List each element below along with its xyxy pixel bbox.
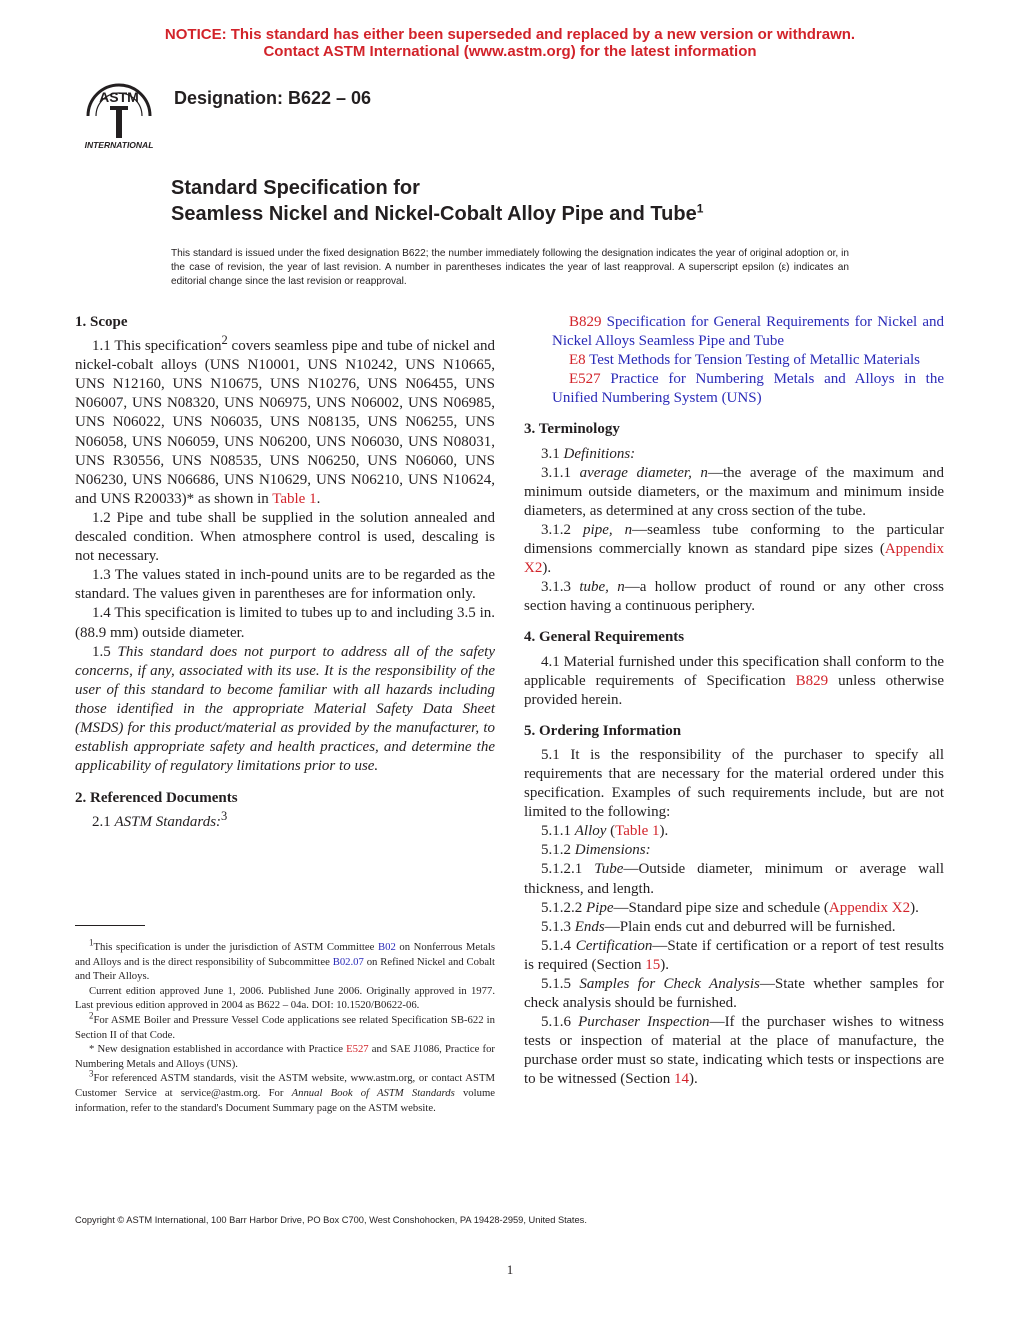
- para-3-1: 3.1 Definitions:: [541, 445, 636, 462]
- designation: Designation: B622 – 06: [174, 88, 372, 108]
- footnote-ref-3[interactable]: 3: [221, 809, 228, 824]
- footnotes: [75, 937, 496, 1115]
- para-5-1-3: 5.1.3 Ends—Plain ends cut and deburred will be furnished.: [541, 918, 896, 935]
- para-3-1-1: 3.1.1 average diameter, n—the average of the maximum and minimum outside diameters, or the maximum and minimum inside diameters, as determined at any cross section of the tube.: [524, 464, 945, 519]
- ref-e527: [524, 370, 944, 408]
- para-1-2: 1.2 Pipe and tube shall be supplied in the solution annealed and descaled condition. When atmosphere control is used, descaling is not necessary.: [75, 509, 495, 565]
- footnote-2: $^2$For ASME Boiler and Pressure Vessel Code applications see related Specification SB-622 in Section II of that Code.: [75, 1010, 495, 1041]
- document-title: [171, 175, 703, 227]
- para-5-1-5: 5.1.5 Samples for Check Analysis—State whether samples for check analysis should be furnished.: [524, 976, 945, 1012]
- section-1-heading: 1. Scope: [75, 314, 128, 330]
- footnote-1: $^1$This specification is under the jurisdiction of ASTM Committee B02 on Nonferrous Metals and Alloys and is the direct responsibility of Subcommittee B02.07 on Refined Nickel and Cobalt and Their Alloys.: [75, 937, 496, 983]
- footnote-3: $^3$For referenced ASTM standards, visit the ASTM website, www.astm.org, or contact ASTM Customer Service at service@astm.org. For Annual Book of ASTM Standards volume information, refer to the standard's Document Summary page on the ASTM website.: [75, 1068, 496, 1114]
- section-3-heading: 3. Terminology: [524, 421, 620, 438]
- para-5-1-4: 5.1.4 Certification—State if certification or a report of test results is required (Section 15).: [524, 937, 945, 973]
- issued-note: This standard is issued under the fixed designation B622; the number immediately following the designation indicates the year of original adoption or, in the case of revision, the year of last revision. A number in parentheses indicates the year of last reapproval. A superscript epsilon (ε) indicates an editorial change since the last revision or reapproval.: [171, 248, 849, 287]
- logo-subtext: INTERNATIONAL: [84, 140, 154, 150]
- title-line-1: Standard Specification for: [171, 177, 420, 199]
- notice-line-2: Contact ASTM International (www.astm.org) for the latest information: [263, 43, 757, 60]
- subcommittee-b0207-link[interactable]: B02.07: [332, 955, 364, 968]
- e527-footnote-link[interactable]: E527: [346, 1043, 369, 1056]
- astm-logo-graphic: [76, 76, 162, 152]
- para-5-1-1: 5.1.1 Alloy (Table 1).: [541, 823, 669, 840]
- b829-spec-link[interactable]: B829: [795, 672, 829, 689]
- ref-e8: [524, 351, 944, 370]
- table-1-link[interactable]: Table 1: [272, 490, 317, 507]
- supersede-notice: [0, 26, 1020, 60]
- footnote-1-current-edition: Current edition approved June 1, 2006. Published June 2006. Originally approved in 1977. Last previous edition approved in 2004 as B622 – 04a. DOI: 10.1520/B0622-06.: [75, 984, 495, 1012]
- footnote-divider: [75, 925, 145, 926]
- para-5-1: 5.1 It is the responsibility of the purchaser to specify all requirements that are necessary for the material ordered under this specification. Examples of such requirements include, but are not limited to the following:: [524, 746, 944, 821]
- e8-link[interactable]: E8: [569, 352, 586, 369]
- b829-link[interactable]: B829: [569, 314, 602, 330]
- para-1-4: 1.4 This specification is limited to tubes up to and including 3.5 in. (88.9 mm) outside diameter.: [75, 605, 495, 641]
- para-3-1-2: 3.1.2 pipe, n—seamless tube conforming to the particular dimensions commercially known as standard pipe sizes (Appendix X2).: [524, 521, 944, 577]
- e8-title-link[interactable]: Test Methods for Tension Testing of Metallic Materials: [589, 352, 920, 369]
- para-5-1-6: 5.1.6 Purchaser Inspection—If the purchaser wishes to witness tests or inspection of material at the place of manufacture, the purchase order must so state, indicating which tests or inspections are to be witnessed (Section 14).: [524, 1014, 945, 1088]
- appendix-x2-link[interactable]: Appendix X2: [524, 541, 944, 577]
- section-4-heading: 4. General Requirements: [524, 629, 685, 646]
- para-3-1-3: 3.1.3 tube, n—a hollow product of round or any other cross section having a continuous periphery.: [524, 579, 945, 615]
- committee-b02-link[interactable]: B02: [377, 941, 396, 953]
- footnote-ref-2[interactable]: 2: [221, 333, 228, 348]
- logo-letters: ASTM: [99, 89, 139, 105]
- left-column: [75, 313, 495, 832]
- astm-logo: [76, 76, 162, 152]
- notice-line-1: NOTICE: This standard has either been superseded and replaced by a new version or withdrawn.: [164, 26, 856, 43]
- section-14-link[interactable]: 14: [673, 1071, 689, 1088]
- section-15-link[interactable]: 15: [645, 956, 661, 973]
- para-5-1-2-1: 5.1.2.1 Tube—Outside diameter, minimum or average wall thickness, and length.: [524, 861, 944, 897]
- section-2-heading: 2. Referenced Documents: [75, 790, 238, 807]
- section-5-heading: 5. Ordering Information: [524, 722, 682, 739]
- para-5-1-2-2: 5.1.2.2 Pipe—Standard pipe size and schedule (Appendix X2).: [541, 899, 919, 916]
- para-1-5: 1.5 This standard does not purport to address all of the safety concerns, if any, associated with its use. It is the responsibility of the user of this standard to become familiar with all hazards including those identified in the appropriate Material Safety Data Sheet (MSDS) for this product/material as provided by the manufacturer, to establish appropriate safety and health practices, and determine the applicability of regulatory limitations prior to use.: [75, 643, 496, 775]
- ref-b829: [524, 313, 944, 351]
- title-main: Seamless Nickel and Nickel-Cobalt Alloy Pipe and Tube: [171, 203, 697, 225]
- right-column: [524, 313, 944, 1090]
- appendix-x2-pipe-link[interactable]: Appendix X2: [828, 899, 911, 916]
- b829-title-link[interactable]: Specification for General Requirements for Nickel and Nickel Alloys Seamless Pipe and Tube: [552, 314, 945, 350]
- para-1-3: 1.3 The values stated in inch-pound units are to be regarded as the standard. The values given in parentheses are for information only.: [75, 567, 495, 603]
- title-line-2: [171, 201, 703, 227]
- para-4-1: 4.1 Material furnished under this specification shall conform to the applicable requirements of Specification B829 unless otherwise provided herein.: [524, 653, 944, 708]
- copyright-footer: Copyright © ASTM International, 100 Barr Harbor Drive, PO Box C700, West Conshohocken, PA 19428-2959, United States.: [75, 1215, 587, 1225]
- page-number: 1: [506, 1262, 514, 1277]
- e527-link[interactable]: E527: [569, 371, 601, 388]
- para-2-1: 2.1 ASTM Standards:$^3$: [92, 809, 228, 831]
- para-1-1: 1.1 This specification$^2$ covers seamless pipe and tube of nickel and nickel-cobalt alloys (UNS N10001, UNS N10242, UNS N10665, UNS N12160, UNS N10675, UNS N10276, UNS N06455, UNS N06007, UNS N08320, UNS N06975, UNS N06002, UNS N06985, UNS N06022, UNS N06035, UNS N08135, UNS N06255, UNS N06058, UNS N06059, UNS N06200, UNS N06030, UNS N08031, UNS R30556, UNS N08535, UNS N06250, UNS N06060, UNS N06230, UNS N06686, UNS N10629, UNS N06210, UNS N10624, and UNS R20033)* as shown in Table 1.: [75, 333, 495, 507]
- table-1-alloy-link[interactable]: Table 1: [615, 823, 660, 840]
- e527-title-link[interactable]: Practice for Numbering Metals and Alloys in the Unified Numbering System (UNS): [552, 371, 944, 407]
- para-5-1-2: 5.1.2 Dimensions:: [541, 842, 651, 859]
- footnote-star: * New designation established in accordance with Practice E527 and SAE J1086, Practice for Numbering Metals and Alloys (UNS).: [75, 1043, 495, 1070]
- title-footnote-ref[interactable]: 1: [696, 201, 704, 216]
